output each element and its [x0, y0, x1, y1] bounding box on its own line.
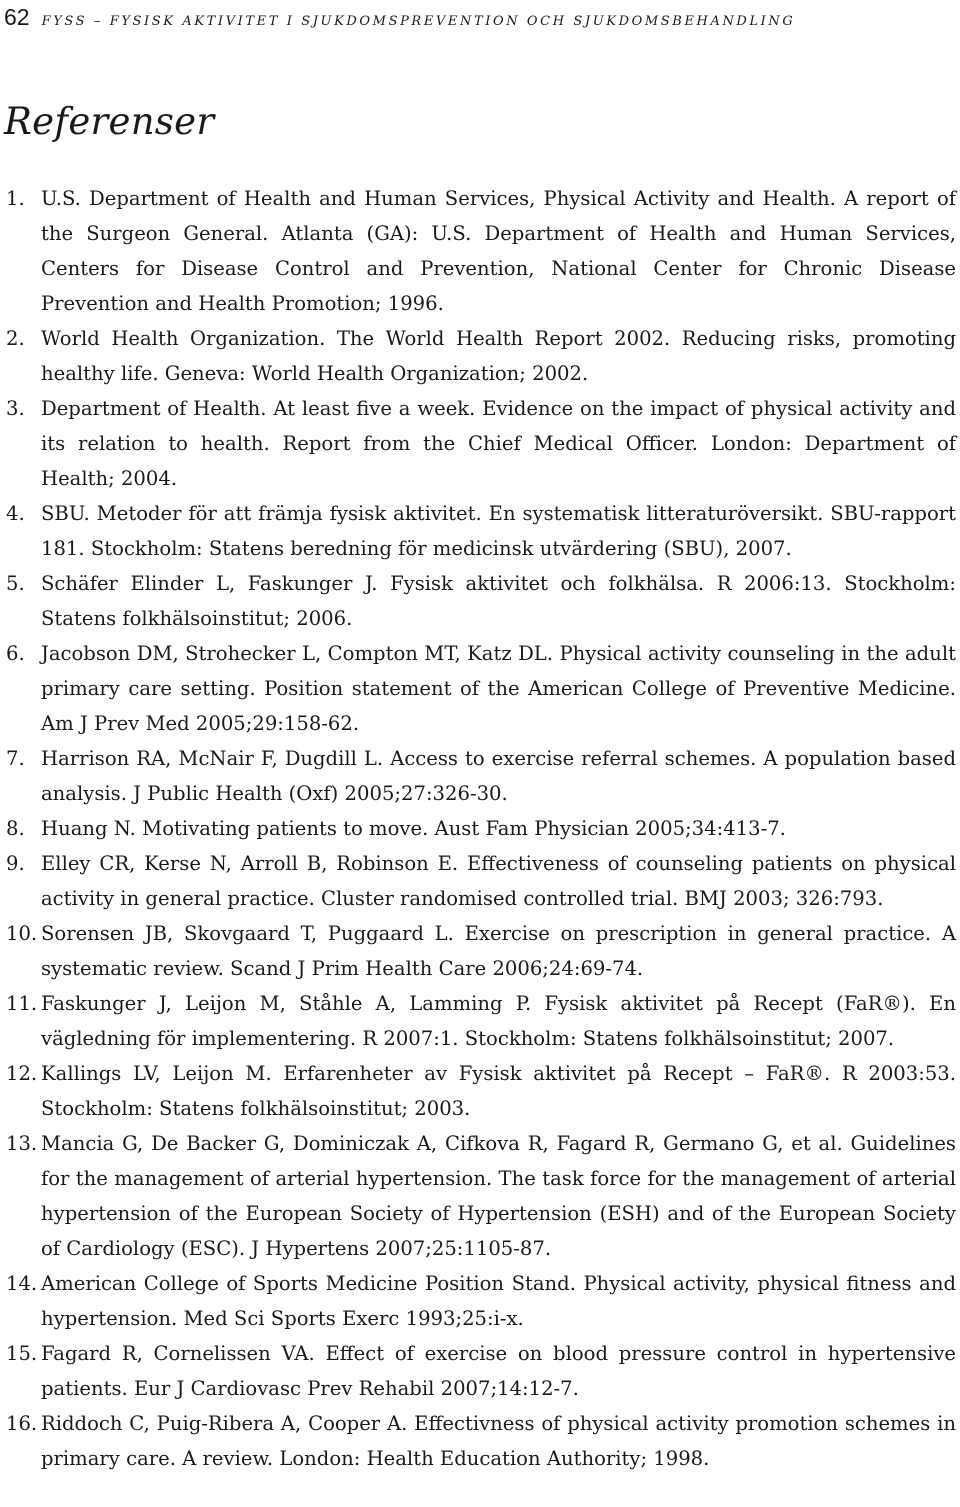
reference-text: Huang N. Motivating patients to move. Aust Fam Physician 2005;34:413-7. [41, 817, 786, 840]
reference-number: 11. [6, 992, 38, 1015]
reference-item [0, 986, 956, 1056]
reference-number: 12. [6, 1062, 38, 1085]
reference-text: American College of Sports Medicine Position Stand. Physical activity, physical fitness and hypertension. Med Sci Sports Exerc 1993;25:i-x. [41, 1272, 956, 1330]
reference-number: 5. [6, 572, 25, 595]
reference-text: Sorensen JB, Skovgaard T, Puggaard L. Exercise on prescription in general practice. A systematic review. Scand J Prim Health Care 2006;24:69-74. [41, 922, 956, 980]
page-header [4, 4, 795, 31]
reference-text: U.S. Department of Health and Human Services, Physical Activity and Health. A report of the Surgeon General. Atlanta (GA): U.S. Department of Health and Human Services, Centers for Disease Control and Prevention, National Center for Chronic Disease Prevention and Health Promotion; 1996. [41, 187, 956, 315]
reference-item [0, 566, 956, 636]
reference-item [0, 1406, 956, 1476]
section-title: Referenser [4, 100, 215, 143]
reference-text: SBU. Metoder för att främja fysisk aktivitet. En systematisk litteraturöversikt. SBU-rapport 181. Stockholm: Statens beredning för medicinsk utvärdering (SBU), 2007. [41, 502, 956, 560]
reference-number: 13. [6, 1132, 38, 1155]
reference-item [0, 496, 956, 566]
reference-item [0, 846, 956, 916]
reference-number: 4. [6, 502, 25, 525]
reference-number: 15. [6, 1342, 38, 1365]
reference-text: Department of Health. At least five a week. Evidence on the impact of physical activity and its relation to health. Report from the Chief Medical Officer. London: Department of Health; 2004. [41, 397, 956, 490]
reference-item [0, 1336, 956, 1406]
reference-item [0, 741, 956, 811]
reference-number: 14. [6, 1272, 38, 1295]
reference-list [0, 181, 956, 1476]
reference-text: Faskunger J, Leijon M, Ståhle A, Lamming P. Fysisk aktivitet på Recept (FaR®). En vägledning för implementering. R 2007:1. Stockholm: Statens folkhälsoinstitut; 2007. [41, 992, 956, 1050]
reference-number: 2. [6, 327, 25, 350]
reference-item [0, 916, 956, 986]
reference-text: World Health Organization. The World Health Report 2002. Reducing risks, promoting healthy life. Geneva: World Health Organization; 2002. [41, 327, 956, 385]
reference-text: Elley CR, Kerse N, Arroll B, Robinson E. Effectiveness of counseling patients on physical activity in general practice. Cluster randomised controlled trial. BMJ 2003; 326:793. [41, 852, 956, 910]
reference-text: Riddoch C, Puig-Ribera A, Cooper A. Effectivness of physical activity promotion schemes in primary care. A review. London: Health Education Authority; 1998. [41, 1412, 956, 1470]
reference-item [0, 811, 956, 846]
reference-item [0, 1056, 956, 1126]
reference-text: Mancia G, De Backer G, Dominiczak A, Cifkova R, Fagard R, Germano G, et al. Guidelines for the management of arterial hypertension. The task force for the management of arterial hypertension of the European Society of Hypertension (ESH) and of the European Society of Cardiology (ESC). J Hypertens 2007;25:1105-87. [41, 1132, 956, 1260]
reference-text: Fagard R, Cornelissen VA. Effect of exercise on blood pressure control in hypertensive patients. Eur J Cardiovasc Prev Rehabil 2007;14:12-7. [41, 1342, 956, 1400]
reference-number: 9. [6, 852, 25, 875]
reference-item [0, 321, 956, 391]
reference-text: Kallings LV, Leijon M. Erfarenheter av Fysisk aktivitet på Recept – FaR®. R 2003:53. Stockholm: Statens folkhälsoinstitut; 2003. [41, 1062, 956, 1120]
reference-number: 7. [6, 747, 25, 770]
reference-item [0, 1266, 956, 1336]
reference-text: Harrison RA, McNair F, Dugdill L. Access to exercise referral schemes. A population based analysis. J Public Health (Oxf) 2005;27:326-30. [41, 747, 956, 805]
reference-text: Jacobson DM, Strohecker L, Compton MT, Katz DL. Physical activity counseling in the adult primary care setting. Position statement of the American College of Preventive Medicine. Am J Prev Med 2005;29:158-62. [41, 642, 956, 735]
reference-item [0, 636, 956, 741]
reference-number: 8. [6, 817, 25, 840]
reference-number: 16. [6, 1412, 38, 1435]
reference-item [0, 181, 956, 321]
reference-text: Schäfer Elinder L, Faskunger J. Fysisk aktivitet och folkhälsa. R 2006:13. Stockholm: Statens folkhälsoinstitut; 2006. [41, 572, 956, 630]
reference-number: 10. [6, 922, 38, 945]
running-head: FYSS – FYSISK AKTIVITET I SJUKDOMSPREVENTION OCH SJUKDOMSBEHANDLING [41, 14, 796, 29]
page-number: 62 [4, 4, 30, 30]
reference-item [0, 391, 956, 496]
reference-number: 3. [6, 397, 25, 420]
reference-item [0, 1126, 956, 1266]
reference-number: 6. [6, 642, 25, 665]
reference-number: 1. [6, 187, 25, 210]
